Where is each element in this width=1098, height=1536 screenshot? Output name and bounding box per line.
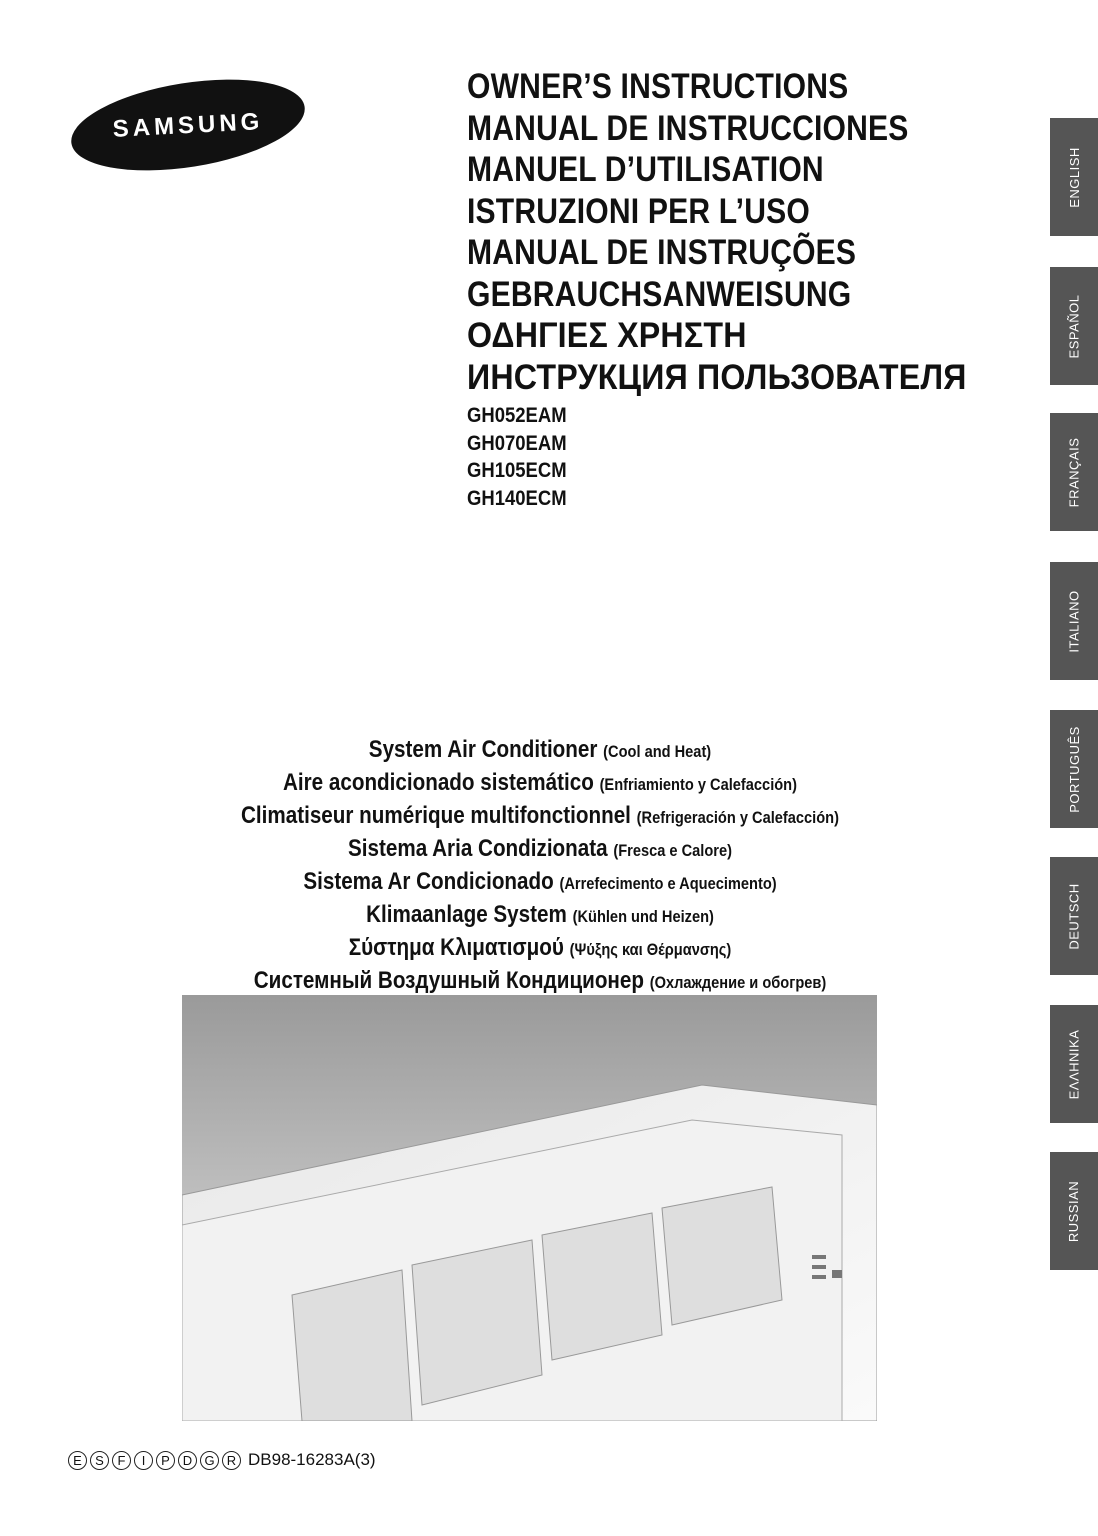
model-number: GH105ECM	[467, 459, 567, 482]
tab-spanish[interactable]: ESPAÑOL	[1050, 267, 1098, 385]
language-code-badge: D	[178, 1451, 197, 1470]
language-code-badge: I	[134, 1451, 153, 1470]
language-code-badge: S	[90, 1451, 109, 1470]
title-portuguese: MANUAL DE INSTRUÇÕES	[467, 233, 857, 272]
subtitle-line: System Air Conditioner (Cool and Heat)	[368, 736, 712, 763]
subtitle-line: Σύστημα Κλιματισμού (Ψύξης και Θέρμανσης)	[348, 934, 732, 961]
document-number: DB98-16283A(3)	[248, 1450, 376, 1469]
tab-french[interactable]: FRANÇAIS	[1050, 413, 1098, 531]
model-number: GH140ECM	[467, 486, 567, 510]
tab-italian[interactable]: ITALIANO	[1050, 562, 1098, 680]
model-number: GH052EAM	[467, 404, 567, 427]
title-english: OWNER’S INSTRUCTIONS	[467, 67, 849, 106]
language-code-badge: F	[112, 1451, 131, 1470]
air-conditioner-photo	[182, 995, 877, 1421]
subtitle-line: Klimaanlage System (Kühlen und Heizen)	[366, 901, 714, 928]
subtitle-line: Climatiseur numérique multifonctionnel (Refrigeración y Calefacción)	[241, 802, 839, 829]
subtitle-line: Aire acondicionado sistemático (Enfriamiento y Calefacción)	[282, 769, 797, 796]
title-french: MANUEL D’UTILISATION	[467, 150, 824, 189]
model-number: GH070EAM	[467, 431, 567, 455]
tab-greek[interactable]: ΕΛΛΗΝΙΚΑ	[1050, 1005, 1098, 1123]
samsung-logo	[68, 78, 308, 172]
document-code	[68, 1450, 376, 1470]
svg-text:SAMSUNG: SAMSUNG	[112, 108, 264, 143]
language-code-badge: E	[68, 1451, 87, 1470]
language-code-badge: R	[222, 1451, 241, 1470]
subtitle-line: Sistema Aria Condizionata (Fresca e Calore)	[348, 835, 732, 862]
title-italian: ISTRUZIONI PER L’USO	[467, 191, 810, 231]
title-greek: ΟΔΗΓΙΕΣ ΧΡΗΣΤΗ	[467, 316, 747, 355]
model-list	[467, 402, 580, 512]
tab-portuguese[interactable]: PORTUGUÊS	[1050, 710, 1098, 828]
language-code-badge: G	[200, 1451, 219, 1470]
tab-english[interactable]: ENGLISH	[1050, 118, 1098, 236]
subtitle-line: Системный Воздушный Кондиционер (Охлаждение и обогрев)	[253, 967, 827, 994]
title-spanish: MANUAL DE INSTRUCCIONES	[467, 108, 909, 148]
title-russian: ИНСТРУКЦИЯ ПОЛЬЗОВАТЕЛЯ	[467, 357, 967, 397]
product-subtitles	[140, 734, 940, 998]
tab-russian[interactable]: RUSSIAN	[1050, 1152, 1098, 1270]
manual-titles	[467, 66, 1010, 398]
title-german: GEBRAUCHSANWEISUNG	[467, 274, 852, 314]
tab-german[interactable]: DEUTSCH	[1050, 857, 1098, 975]
language-code-badge: P	[156, 1451, 175, 1470]
subtitle-line: Sistema Ar Condicionado (Arrefecimento e Aquecimento)	[303, 868, 777, 895]
